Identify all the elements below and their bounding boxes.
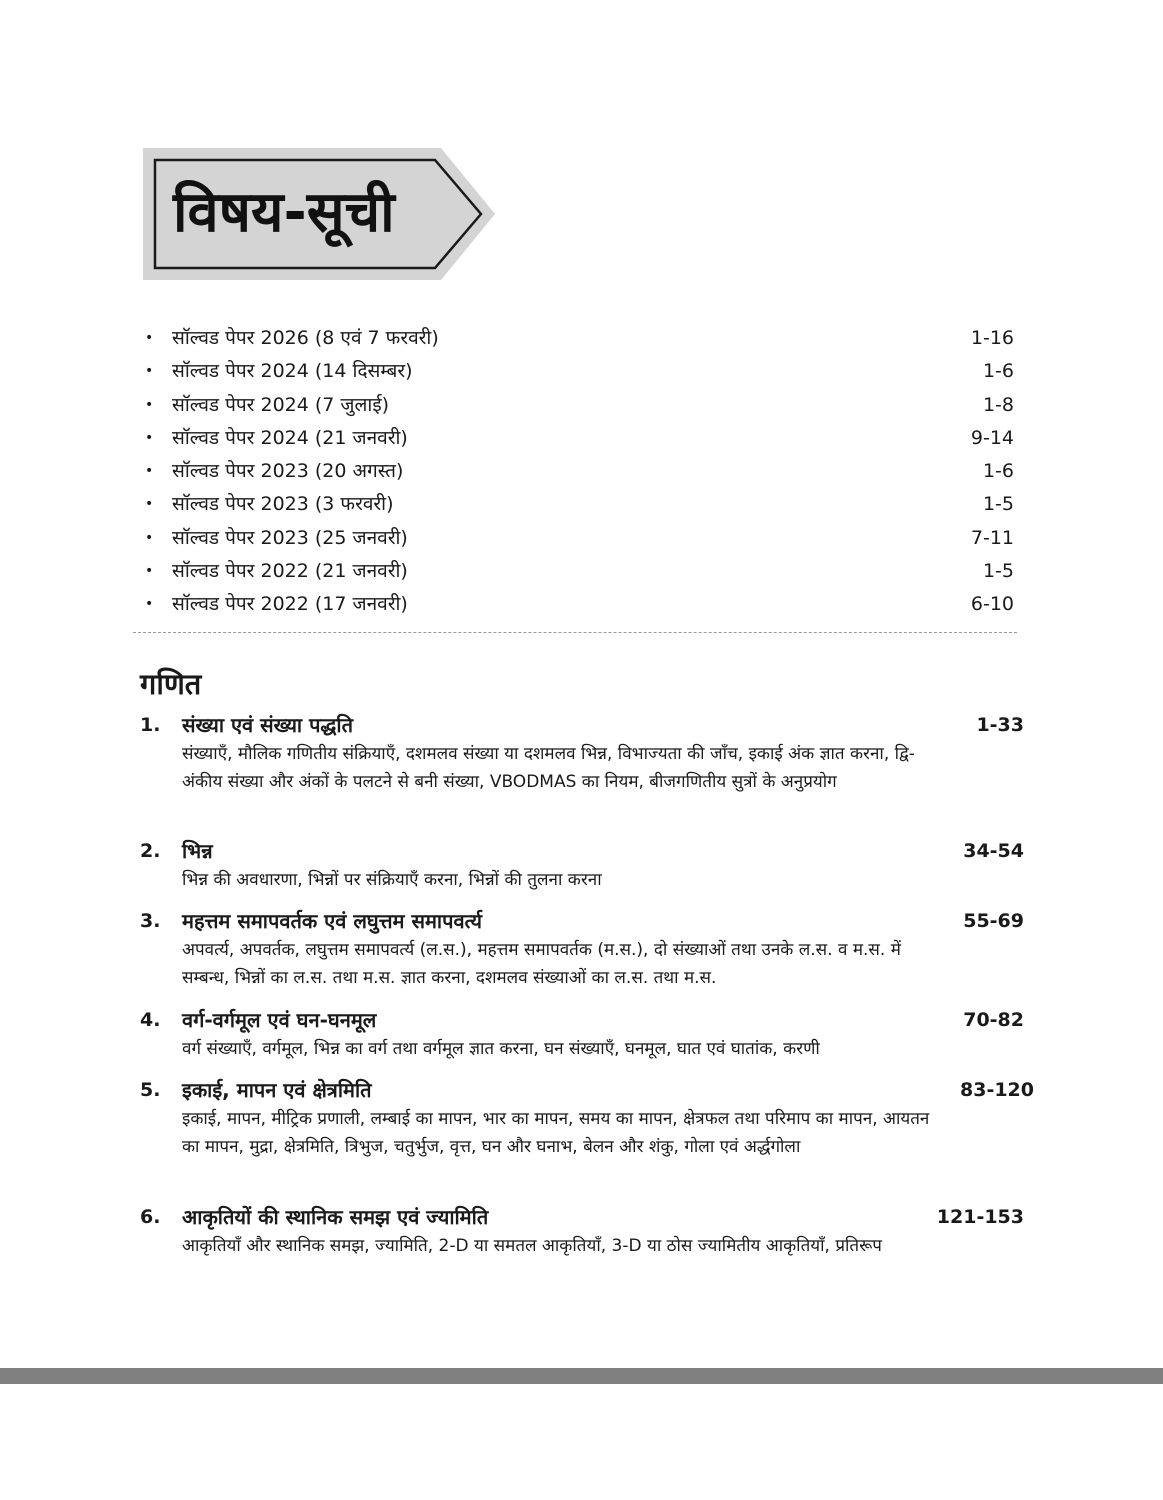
chapter-description: भिन्न की अवधारणा, भिन्नों पर संक्रियाएँ करना, भिन्नों की तुलना करना <box>182 870 602 890</box>
heading-banner <box>143 148 495 280</box>
chapter-title: वर्ग-वर्गमूल एवं घन-घनमूल <box>182 1008 377 1032</box>
bullet-icon: • <box>145 496 154 513</box>
bullet-icon: • <box>145 396 154 413</box>
chapter-description: आकृतियाँ और स्थानिक समझ, ज्यामिति, 2-D या समतल आकृतियाँ, 3-D या ठोस ज्यामितीय आकृतियाँ, प्रतिरूप <box>182 1236 882 1256</box>
chapter-pages: 83-120 <box>960 1079 1034 1101</box>
list-item <box>140 522 1020 555</box>
list-item <box>140 389 1020 422</box>
page-title: विषय-सूची <box>173 180 395 245</box>
page-range: 1-8 <box>982 393 1014 416</box>
chapter-description: इकाई, मापन, मीट्रिक प्रणाली, लम्बाई का मापन, भार का मापन, समय का मापन, क्षेत्रफल तथा परिमाप का मापन, आयतन का मापन, मुद्रा, क्षेत्रमिति, त्रिभुज, चतुर्भुज, वृत्त, घन और घनाभ, बेलन और शंकु, गोला एवं अर्द्धगोला <box>182 1109 930 1157</box>
page-range: 1-16 <box>970 327 1014 349</box>
paper-title: सॉल्वड पेपर 2026 (8 एवं 7 फरवरी) <box>172 327 439 349</box>
page-range: 7-11 <box>970 526 1014 549</box>
list-item <box>140 422 1020 455</box>
chapter-number: 5. <box>140 1079 161 1101</box>
bullet-icon: • <box>145 363 154 380</box>
chapter-title: इकाई, मापन एवं क्षेत्रमिति <box>182 1078 372 1102</box>
chapter-title: आकृतियों की स्थानिक समझ एवं ज्यामिति <box>182 1205 489 1229</box>
paper-title: सॉल्वड पेपर 2022 (21 जनवरी) <box>172 560 408 583</box>
chapter-number: 1. <box>140 714 161 736</box>
bullet-icon: • <box>145 330 154 346</box>
chapter-pages: 70-82 <box>963 1009 1024 1031</box>
page-range: 9-14 <box>970 426 1014 449</box>
chapter-description: वर्ग संख्याएँ, वर्गमूल, भिन्न का वर्ग तथा वर्गमूल ज्ञात करना, घन संख्याएँ, घनमूल, घात एवं घातांक, करणी <box>182 1039 820 1059</box>
bullet-icon: • <box>145 563 154 580</box>
chapter-number: 2. <box>140 840 161 862</box>
list-item <box>140 322 1020 355</box>
paper-title: सॉल्वड पेपर 2024 (21 जनवरी) <box>172 426 408 449</box>
list-item <box>140 488 1020 521</box>
chapter-number: 4. <box>140 1009 161 1031</box>
bullet-icon: • <box>145 529 154 546</box>
chapter-number: 3. <box>140 910 161 932</box>
bullet-icon: • <box>145 429 154 446</box>
page-range: 6-10 <box>970 593 1014 616</box>
list-item <box>140 588 1020 621</box>
dashed-divider <box>133 632 1017 633</box>
bullet-icon: • <box>145 463 154 480</box>
paper-title: सॉल्वड पेपर 2022 (17 जनवरी) <box>172 593 408 616</box>
list-item <box>140 355 1020 388</box>
chapter-pages: 34-54 <box>963 840 1024 862</box>
page-range: 1-5 <box>982 560 1014 583</box>
chapter-description: अपवर्त्य, अपवर्तक, लघुत्तम समापवर्त्य (ल.स.), महत्तम समापवर्तक (म.स.), दो संख्याओं तथा उनके ल.स. व म.स. में सम्बन्ध, भिन्नों का ल.स. तथा म.स. ज्ञात करना, दशमलव संख्याओं का ल.स. तथा म.स. <box>182 940 901 988</box>
solved-papers-list <box>140 322 1020 622</box>
chapter-number: 6. <box>140 1206 161 1228</box>
chapter-title: भिन्न <box>182 839 213 863</box>
chapter-title: संख्या एवं संख्या पद्धति <box>182 713 353 737</box>
chapter-pages: 121-153 <box>936 1206 1024 1228</box>
chapter-title: महत्तम समापवर्तक एवं लघुत्तम समापवर्त्य <box>182 909 482 933</box>
bullet-icon: • <box>145 596 154 613</box>
paper-title: सॉल्वड पेपर 2023 (25 जनवरी) <box>172 526 408 549</box>
page-range: 1-6 <box>982 460 1014 483</box>
list-item <box>140 555 1020 588</box>
chapter-pages: 55-69 <box>963 910 1024 932</box>
page-range: 1-6 <box>982 360 1014 383</box>
paper-title: सॉल्वड पेपर 2024 (7 जुलाई) <box>172 393 390 416</box>
paper-title: सॉल्वड पेपर 2023 (3 फरवरी) <box>172 493 394 516</box>
list-item <box>140 455 1020 488</box>
paper-title: सॉल्वड पेपर 2023 (20 अगस्त) <box>172 460 404 483</box>
paper-title: सॉल्वड पेपर 2024 (14 दिसम्बर) <box>172 360 413 383</box>
footer-bar <box>0 1368 1163 1384</box>
chapter-pages: 1-33 <box>976 714 1024 736</box>
page-range: 1-5 <box>982 493 1014 516</box>
section-title: गणित <box>140 667 202 701</box>
chapter-description: संख्याएँ, मौलिक गणितीय संक्रियाएँ, दशमलव संख्या या दशमलव भिन्न, विभाज्यता की जाँच, इकाई अंक ज्ञात करना, द्वि-अंकीय संख्या और अंकों के पलटने से बनी संख्या, VBODMAS का नियम, बीजगणितीय सुत्रों के अनुप्रयोग <box>182 744 915 792</box>
